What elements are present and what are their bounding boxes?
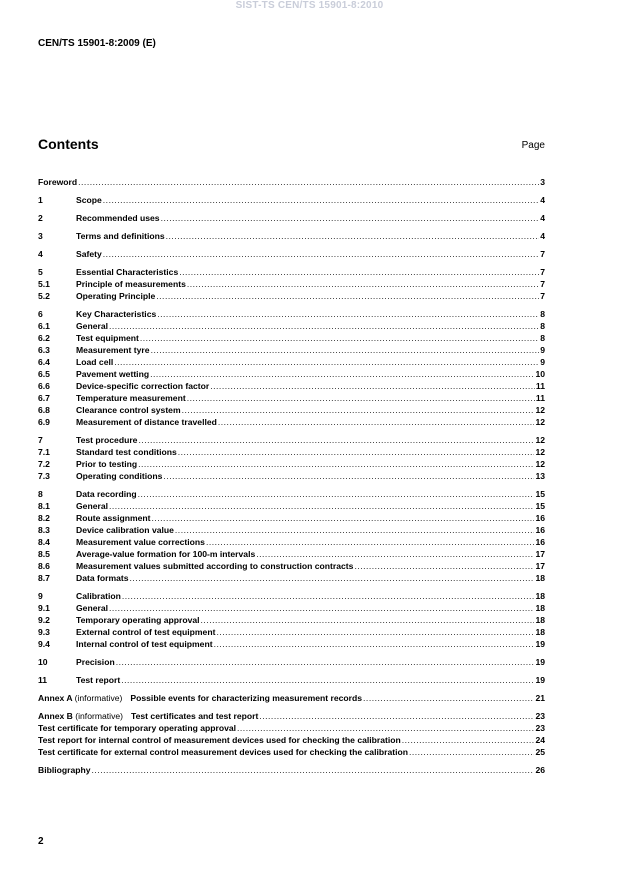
toc-entry-label: General bbox=[76, 603, 109, 613]
leader-dots bbox=[109, 500, 534, 512]
toc-entry-page: 8 bbox=[540, 321, 545, 331]
toc-entry-page: 18 bbox=[535, 627, 545, 637]
leader-dots bbox=[163, 470, 534, 482]
toc-entry-label: External control of test equipment bbox=[76, 627, 216, 637]
toc-entry-label: Safety bbox=[76, 249, 102, 259]
toc-entry[interactable] bbox=[38, 614, 545, 626]
leader-dots bbox=[216, 626, 534, 638]
leader-dots bbox=[138, 458, 534, 470]
toc-entry-label: Measurement values submitted according to construction contracts bbox=[76, 561, 354, 571]
toc-entry-label: Key Characteristics bbox=[76, 309, 157, 319]
toc-entry-page: 18 bbox=[535, 573, 545, 583]
watermark: SIST-TS CEN/TS 15901-8:2010 bbox=[235, 0, 384, 11]
toc-entry[interactable] bbox=[38, 692, 545, 704]
leader-dots bbox=[103, 248, 539, 260]
toc-entry-number: 6.8 bbox=[38, 405, 50, 415]
toc-entry-page: 8 bbox=[540, 333, 545, 343]
toc-entry[interactable] bbox=[38, 674, 545, 686]
toc-entry[interactable] bbox=[38, 722, 545, 734]
toc-entry-page: 7 bbox=[540, 249, 545, 259]
leader-dots bbox=[210, 380, 535, 392]
toc-entry-page: 13 bbox=[535, 471, 545, 481]
leader-dots bbox=[201, 614, 535, 626]
toc-entry[interactable] bbox=[38, 194, 545, 206]
leader-dots bbox=[152, 512, 535, 524]
toc-entry[interactable] bbox=[38, 404, 545, 416]
toc-entry[interactable] bbox=[38, 734, 545, 746]
annex-label: Annex B bbox=[38, 711, 73, 721]
toc-entry-label: Prior to testing bbox=[76, 459, 138, 469]
toc-entry-page: 23 bbox=[535, 723, 545, 733]
toc-entry[interactable] bbox=[38, 548, 545, 560]
toc-entry-label: Load cell bbox=[76, 357, 114, 367]
leader-dots bbox=[114, 356, 539, 368]
toc-entry-label: Scope bbox=[76, 195, 102, 205]
toc-entry-number: 4 bbox=[38, 249, 43, 259]
toc-entry-number: 9.3 bbox=[38, 627, 50, 637]
toc-entry-number: 9.4 bbox=[38, 639, 50, 649]
toc-entry-page: 8 bbox=[540, 309, 545, 319]
annex-title: Test certificates and test report bbox=[131, 711, 259, 721]
toc-entry-label: Bibliography bbox=[38, 765, 91, 775]
toc-entry-label bbox=[38, 710, 258, 722]
annex-informative: (informative) bbox=[75, 711, 124, 721]
toc-entry-label: Foreword bbox=[38, 177, 78, 187]
toc-entry[interactable] bbox=[38, 266, 545, 278]
toc-entry[interactable] bbox=[38, 368, 545, 380]
toc-entry-label: Test equipment bbox=[76, 333, 139, 343]
toc-entry-number: 5.1 bbox=[38, 279, 50, 289]
toc-entry-page: 15 bbox=[535, 501, 545, 511]
leader-dots bbox=[256, 548, 534, 560]
toc-entry[interactable] bbox=[38, 764, 545, 776]
toc-entry-number: 9.1 bbox=[38, 603, 50, 613]
toc-entry-page: 17 bbox=[535, 549, 545, 559]
toc-entry-page: 7 bbox=[540, 279, 545, 289]
toc-entry[interactable] bbox=[38, 710, 545, 722]
page-column-label: Page bbox=[521, 140, 545, 151]
toc-entry[interactable] bbox=[38, 458, 545, 470]
toc-entry-number: 8.7 bbox=[38, 573, 50, 583]
toc-entry[interactable] bbox=[38, 278, 545, 290]
toc-entry[interactable] bbox=[38, 290, 545, 302]
leader-dots bbox=[130, 572, 535, 584]
toc-entry-label: Principle of measurements bbox=[76, 279, 186, 289]
toc-entry-page: 24 bbox=[535, 735, 545, 745]
toc-entry-number: 8.2 bbox=[38, 513, 50, 523]
toc-entry-label: Measurement value corrections bbox=[76, 537, 205, 547]
toc-entry[interactable] bbox=[38, 524, 545, 536]
toc-entry[interactable] bbox=[38, 590, 545, 602]
leader-dots bbox=[122, 590, 535, 602]
toc-entry-label: Temporary operating approval bbox=[76, 615, 200, 625]
toc-entry-number: 5 bbox=[38, 267, 43, 277]
toc-entry[interactable] bbox=[38, 392, 545, 404]
toc-entry-page: 16 bbox=[535, 537, 545, 547]
toc-entry-number: 2 bbox=[38, 213, 43, 223]
toc-entry-label: Average-value formation for 100-m intervals bbox=[76, 549, 256, 559]
toc-entry-label: Test procedure bbox=[76, 435, 138, 445]
toc-entry-number: 6.6 bbox=[38, 381, 50, 391]
leader-dots bbox=[156, 290, 539, 302]
toc-entry[interactable] bbox=[38, 488, 545, 500]
toc-entry-label: General bbox=[76, 321, 109, 331]
leader-dots bbox=[109, 602, 534, 614]
toc-entry-page: 15 bbox=[535, 489, 545, 499]
document-id: CEN/TS 15901-8:2009 (E) bbox=[38, 38, 156, 49]
leader-dots bbox=[218, 416, 535, 428]
toc-entry[interactable] bbox=[38, 380, 545, 392]
toc-entry-page: 19 bbox=[535, 639, 545, 649]
toc-entry-label: Route assignment bbox=[76, 513, 151, 523]
toc-entry-page: 19 bbox=[535, 657, 545, 667]
toc-entry-page: 18 bbox=[535, 603, 545, 613]
leader-dots bbox=[354, 560, 534, 572]
toc-entry-label: Terms and definitions bbox=[76, 231, 165, 241]
toc-entry[interactable] bbox=[38, 746, 545, 758]
toc-entry-number: 8.1 bbox=[38, 501, 50, 511]
toc-entry-page: 7 bbox=[540, 267, 545, 277]
toc-entry-number: 8 bbox=[38, 489, 43, 499]
toc-entry-number: 11 bbox=[38, 675, 48, 685]
toc-entry-page: 16 bbox=[535, 513, 545, 523]
toc-entry-number: 6.7 bbox=[38, 393, 50, 403]
toc-entry-label bbox=[38, 692, 362, 704]
toc-entry-label: Temperature measurement bbox=[76, 393, 186, 403]
toc-entry[interactable] bbox=[38, 434, 545, 446]
toc-entry-page: 16 bbox=[535, 525, 545, 535]
toc-entry-number: 7 bbox=[38, 435, 43, 445]
toc-entry[interactable] bbox=[38, 446, 545, 458]
toc-entry-label: Internal control of test equipment bbox=[76, 639, 213, 649]
toc-entry-number: 8.4 bbox=[38, 537, 50, 547]
toc-entry-label: Precision bbox=[76, 657, 115, 667]
toc-entry-label: Data recording bbox=[76, 489, 137, 499]
toc-entry[interactable] bbox=[38, 500, 545, 512]
toc-entry-label: General bbox=[76, 501, 109, 511]
leader-dots bbox=[182, 404, 535, 416]
toc-entry-number: 9 bbox=[38, 591, 43, 601]
toc-entry[interactable] bbox=[38, 638, 545, 650]
page-number: 2 bbox=[38, 836, 44, 847]
toc-entry-page: 11 bbox=[535, 381, 545, 391]
toc-entry-page: 18 bbox=[535, 615, 545, 625]
leader-dots bbox=[138, 434, 534, 446]
toc-entry-label: Calibration bbox=[76, 591, 121, 601]
leader-dots bbox=[78, 176, 539, 188]
toc-entry-label: Test certificate for temporary operating approval bbox=[38, 723, 237, 733]
toc-entry-page: 9 bbox=[540, 357, 545, 367]
toc-entry-number: 8.6 bbox=[38, 561, 50, 571]
toc-entry-page: 12 bbox=[535, 459, 545, 469]
leader-dots bbox=[178, 446, 535, 458]
toc-entry-number: 6 bbox=[38, 309, 43, 319]
leader-dots bbox=[166, 230, 540, 242]
toc-entry-page: 4 bbox=[540, 231, 545, 241]
contents-title: Contents bbox=[38, 136, 99, 152]
leader-dots bbox=[402, 734, 535, 746]
leader-dots bbox=[157, 308, 539, 320]
toc-entry-label: Test report bbox=[76, 675, 121, 685]
toc-entry-number: 6.1 bbox=[38, 321, 50, 331]
toc-entry-number: 7.3 bbox=[38, 471, 50, 481]
leader-dots bbox=[363, 692, 534, 704]
toc-entry[interactable] bbox=[38, 656, 545, 668]
leader-dots bbox=[175, 524, 535, 536]
toc-entry[interactable] bbox=[38, 320, 545, 332]
leader-dots bbox=[92, 764, 535, 776]
toc-entry-page: 21 bbox=[535, 693, 545, 703]
toc-entry-number: 6.9 bbox=[38, 417, 50, 427]
leader-dots bbox=[259, 710, 534, 722]
toc-entry-page: 9 bbox=[540, 345, 545, 355]
toc-entry-number: 6.4 bbox=[38, 357, 50, 367]
leader-dots bbox=[150, 368, 534, 380]
toc-entry[interactable] bbox=[38, 560, 545, 572]
toc-entry-label: Measurement of distance travelled bbox=[76, 417, 217, 427]
toc-entry[interactable] bbox=[38, 572, 545, 584]
leader-dots bbox=[409, 746, 534, 758]
toc-entry-number: 9.2 bbox=[38, 615, 50, 625]
toc-entry-page: 12 bbox=[535, 435, 545, 445]
leader-dots bbox=[237, 722, 534, 734]
toc-entry-number: 10 bbox=[38, 657, 48, 667]
toc-entry-page: 3 bbox=[540, 177, 545, 187]
toc-entry-label: Operating Principle bbox=[76, 291, 156, 301]
toc-entry-page: 25 bbox=[535, 747, 545, 757]
toc-entry-label: Data formats bbox=[76, 573, 129, 583]
toc-entry-page: 17 bbox=[535, 561, 545, 571]
toc-entry[interactable] bbox=[38, 344, 545, 356]
toc-entry[interactable] bbox=[38, 212, 545, 224]
toc-entry[interactable] bbox=[38, 512, 545, 524]
leader-dots bbox=[187, 392, 535, 404]
leader-dots bbox=[103, 194, 539, 206]
toc-entry-number: 5.2 bbox=[38, 291, 50, 301]
toc-entry-number: 3 bbox=[38, 231, 43, 241]
toc-entry-number: 6.3 bbox=[38, 345, 50, 355]
toc-entry-label: Operating conditions bbox=[76, 471, 163, 481]
toc-entry[interactable] bbox=[38, 332, 545, 344]
toc-entry-number: 6.5 bbox=[38, 369, 50, 379]
toc-entry-label: Clearance control system bbox=[76, 405, 181, 415]
toc-entry[interactable] bbox=[38, 626, 545, 638]
toc-entry-number: 7.1 bbox=[38, 447, 50, 457]
toc-entry-label: Measurement tyre bbox=[76, 345, 150, 355]
leader-dots bbox=[214, 638, 535, 650]
toc-entry-page: 12 bbox=[535, 405, 545, 415]
toc-entry-page: 23 bbox=[535, 711, 545, 721]
leader-dots bbox=[179, 266, 539, 278]
annex-informative: (informative) bbox=[74, 693, 123, 703]
toc-entry-page: 19 bbox=[535, 675, 545, 685]
toc-entry-page: 12 bbox=[535, 417, 545, 427]
toc-entry[interactable] bbox=[38, 356, 545, 368]
toc-entry-number: 8.3 bbox=[38, 525, 50, 535]
leader-dots bbox=[140, 332, 539, 344]
toc-entry[interactable] bbox=[38, 536, 545, 548]
toc-entry[interactable] bbox=[38, 308, 545, 320]
toc-entry-label: Essential Characteristics bbox=[76, 267, 179, 277]
annex-title: Possible events for characterizing measurement records bbox=[130, 693, 363, 703]
leader-dots bbox=[187, 278, 539, 290]
toc-entry-page: 4 bbox=[540, 195, 545, 205]
toc-entry-number: 8.5 bbox=[38, 549, 50, 559]
toc-entry-page: 18 bbox=[535, 591, 545, 601]
leader-dots bbox=[121, 674, 534, 686]
toc-entry-number: 7.2 bbox=[38, 459, 50, 469]
leader-dots bbox=[138, 488, 535, 500]
toc-entry-label: Standard test conditions bbox=[76, 447, 177, 457]
toc-entry-label: Device calibration value bbox=[76, 525, 174, 535]
toc-entry-label: Device-specific correction factor bbox=[76, 381, 210, 391]
toc-entry[interactable] bbox=[38, 416, 545, 428]
toc-entry-page: 4 bbox=[540, 213, 545, 223]
toc-entry-label: Test certificate for external control measurement devices used for checking the calibration bbox=[38, 747, 408, 757]
leader-dots bbox=[116, 656, 535, 668]
toc-entry[interactable] bbox=[38, 248, 545, 260]
annex-label: Annex A bbox=[38, 693, 73, 703]
toc-entry-label: Pavement wetting bbox=[76, 369, 150, 379]
toc-entry-page: 10 bbox=[535, 369, 545, 379]
toc-entry[interactable] bbox=[38, 230, 545, 242]
leader-dots bbox=[161, 212, 540, 224]
toc-entry[interactable] bbox=[38, 470, 545, 482]
toc-entry-page: 7 bbox=[540, 291, 545, 301]
leader-dots bbox=[206, 536, 534, 548]
toc-entry-label: Recommended uses bbox=[76, 213, 160, 223]
toc-entry-number: 1 bbox=[38, 195, 43, 205]
leader-dots bbox=[151, 344, 540, 356]
toc-entry-number: 6.2 bbox=[38, 333, 50, 343]
toc-entry-label: Test report for internal control of measurement devices used for checking the calibration bbox=[38, 735, 401, 745]
toc-entry-page: 26 bbox=[535, 765, 545, 775]
leader-dots bbox=[109, 320, 539, 332]
toc-entry[interactable] bbox=[38, 176, 545, 188]
toc-entry[interactable] bbox=[38, 602, 545, 614]
toc-entry-page: 11 bbox=[535, 393, 545, 403]
toc-entry-page: 12 bbox=[535, 447, 545, 457]
